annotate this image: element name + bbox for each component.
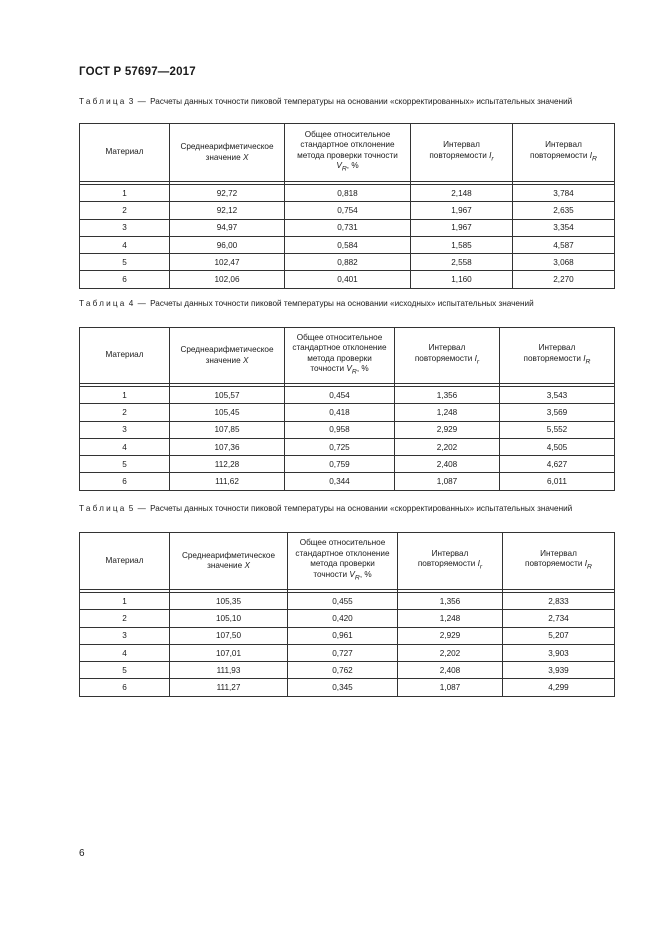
caption-number: 3 xyxy=(128,97,134,106)
col-header-repeatability-r: Интервал повторяемости $I_r$ xyxy=(398,533,503,590)
cell-mean: 112,28 xyxy=(170,456,285,473)
cell-material: 5 xyxy=(80,456,170,473)
cell-mean: 105,35 xyxy=(170,593,288,610)
cell-mean: 96,00 xyxy=(170,236,285,253)
table-5-caption: Таблица 5 — Расчеты данных точности пиковой температуры на основании «скорректированных» испытательных значений xyxy=(79,504,573,513)
cell-rsd: 0,762 xyxy=(288,662,398,679)
document-header: ГОСТ Р 57697—2017 xyxy=(79,66,196,78)
cell-R: 2,270 xyxy=(513,271,615,288)
cell-R: 2,833 xyxy=(503,593,615,610)
col-header-material: Материал xyxy=(80,124,170,182)
cell-rsd: 0,725 xyxy=(285,438,395,455)
cell-r: 2,929 xyxy=(395,421,500,438)
table-row xyxy=(80,456,615,473)
cell-rsd: 0,345 xyxy=(288,679,398,696)
table-row xyxy=(80,254,615,271)
cell-R: 5,207 xyxy=(503,627,615,644)
caption-text: Расчеты данных точности пиковой температуры на основании «скорректированных» испытательных значений xyxy=(150,97,573,106)
col-header-repeatability-R: Интервал повторяемости $I_R$ xyxy=(500,328,615,384)
cell-R: 2,734 xyxy=(503,610,615,627)
cell-r: 1,248 xyxy=(398,610,503,627)
cell-R: 3,903 xyxy=(503,644,615,661)
cell-rsd: 0,418 xyxy=(285,404,395,421)
cell-material: 2 xyxy=(80,202,170,219)
cell-R: 5,552 xyxy=(500,421,615,438)
table-row xyxy=(80,438,615,455)
table-row xyxy=(80,202,615,219)
cell-material: 5 xyxy=(80,662,170,679)
table-row xyxy=(80,387,615,404)
col-header-mean: Среднеарифметическое значение X xyxy=(170,328,285,384)
col-header-material: Материал xyxy=(80,533,170,590)
cell-rsd: 0,454 xyxy=(285,387,395,404)
table-4-caption: Таблица 4 — Расчеты данных точности пиковой температуры на основании «исходных» испытательных значений xyxy=(79,299,534,308)
cell-mean: 111,62 xyxy=(170,473,285,490)
cell-mean: 107,36 xyxy=(170,438,285,455)
cell-R: 3,354 xyxy=(513,219,615,236)
table-row xyxy=(80,236,615,253)
cell-material: 2 xyxy=(80,404,170,421)
cell-mean: 92,72 xyxy=(170,185,285,202)
cell-r: 1,585 xyxy=(411,236,513,253)
caption-label: Таблица xyxy=(79,504,127,513)
col-header-repeatability-R: Интервал повторяемости $I_R$ xyxy=(503,533,615,590)
cell-r: 2,929 xyxy=(398,627,503,644)
cell-material: 6 xyxy=(80,271,170,288)
cell-rsd: 0,455 xyxy=(288,593,398,610)
cell-r: 1,087 xyxy=(398,679,503,696)
table-row xyxy=(80,185,615,202)
cell-mean: 107,01 xyxy=(170,644,288,661)
col-header-rsd: Общее относительное стандартное отклонение метода проверки точности $V_R$, % xyxy=(288,533,398,590)
table-row xyxy=(80,473,615,490)
cell-R: 4,505 xyxy=(500,438,615,455)
cell-material: 4 xyxy=(80,644,170,661)
table-row xyxy=(80,271,615,288)
table-4-body xyxy=(80,384,615,491)
cell-r: 2,202 xyxy=(398,644,503,661)
cell-material: 3 xyxy=(80,421,170,438)
cell-R: 3,543 xyxy=(500,387,615,404)
caption-number: 4 xyxy=(128,299,134,308)
page-number: 6 xyxy=(79,848,85,859)
cell-material: 3 xyxy=(80,219,170,236)
cell-material: 6 xyxy=(80,679,170,696)
cell-R: 2,635 xyxy=(513,202,615,219)
col-header-mean: Среднеарифметическое значение X xyxy=(170,124,285,182)
cell-r: 1,356 xyxy=(395,387,500,404)
col-header-repeatability-r: Интервал повторяемости $I_r$ xyxy=(395,328,500,384)
cell-mean: 105,10 xyxy=(170,610,288,627)
caption-label: Таблица xyxy=(79,299,127,308)
table-5-body xyxy=(80,590,615,697)
cell-rsd: 0,754 xyxy=(285,202,411,219)
cell-rsd: 0,584 xyxy=(285,236,411,253)
col-header-material: Материал xyxy=(80,328,170,384)
cell-R: 3,939 xyxy=(503,662,615,679)
caption-number: 5 xyxy=(128,504,134,513)
cell-rsd: 0,731 xyxy=(285,219,411,236)
caption-text: Расчеты данных точности пиковой температуры на основании «исходных» испытательных значений xyxy=(150,299,534,308)
cell-material: 4 xyxy=(80,236,170,253)
table-row xyxy=(80,627,615,644)
cell-r: 2,148 xyxy=(411,185,513,202)
cell-material: 2 xyxy=(80,610,170,627)
col-header-rsd: Общее относительное стандартное отклонение метода проверки точности $V_R$, % xyxy=(285,124,411,182)
cell-r: 1,356 xyxy=(398,593,503,610)
cell-R: 3,784 xyxy=(513,185,615,202)
col-header-repeatability-r: Интервал повторяемости $I_r$ xyxy=(411,124,513,182)
caption-text: Расчеты данных точности пиковой температуры на основании «скорректированных» испытательных значений xyxy=(150,504,573,513)
cell-mean: 102,06 xyxy=(170,271,285,288)
cell-R: 4,587 xyxy=(513,236,615,253)
cell-rsd: 0,759 xyxy=(285,456,395,473)
cell-rsd: 0,401 xyxy=(285,271,411,288)
table-row xyxy=(80,593,615,610)
cell-r: 1,248 xyxy=(395,404,500,421)
cell-r: 1,967 xyxy=(411,202,513,219)
cell-material: 5 xyxy=(80,254,170,271)
col-header-rsd: Общее относительное стандартное отклонение метода проверки точности $V_R$, % xyxy=(285,328,395,384)
cell-material: 1 xyxy=(80,387,170,404)
table-row xyxy=(80,644,615,661)
cell-rsd: 0,344 xyxy=(285,473,395,490)
cell-material: 4 xyxy=(80,438,170,455)
table-row xyxy=(80,421,615,438)
cell-r: 1,967 xyxy=(411,219,513,236)
cell-rsd: 0,727 xyxy=(288,644,398,661)
table-row xyxy=(80,679,615,696)
cell-mean: 92,12 xyxy=(170,202,285,219)
cell-material: 3 xyxy=(80,627,170,644)
cell-mean: 105,45 xyxy=(170,404,285,421)
table-3-caption: Таблица 3 — Расчеты данных точности пиковой температуры на основании «скорректированных» испытательных значений xyxy=(79,97,573,106)
col-header-mean: Среднеарифметическое значение X xyxy=(170,533,288,590)
table-3 xyxy=(79,123,615,289)
table-row xyxy=(80,610,615,627)
col-header-repeatability-R: Интервал повторяемости $I_R$ xyxy=(513,124,615,182)
cell-material: 1 xyxy=(80,593,170,610)
cell-R: 3,569 xyxy=(500,404,615,421)
cell-rsd: 0,958 xyxy=(285,421,395,438)
cell-R: 4,299 xyxy=(503,679,615,696)
cell-r: 1,087 xyxy=(395,473,500,490)
cell-R: 4,627 xyxy=(500,456,615,473)
cell-mean: 111,27 xyxy=(170,679,288,696)
cell-r: 2,202 xyxy=(395,438,500,455)
cell-rsd: 0,961 xyxy=(288,627,398,644)
cell-mean: 107,50 xyxy=(170,627,288,644)
cell-rsd: 0,882 xyxy=(285,254,411,271)
cell-mean: 111,93 xyxy=(170,662,288,679)
cell-mean: 94,97 xyxy=(170,219,285,236)
table-4 xyxy=(79,327,615,491)
cell-r: 2,408 xyxy=(395,456,500,473)
table-3-body xyxy=(80,182,615,289)
cell-r: 1,160 xyxy=(411,271,513,288)
cell-rsd: 0,818 xyxy=(285,185,411,202)
cell-material: 1 xyxy=(80,185,170,202)
table-5 xyxy=(79,532,615,697)
cell-R: 3,068 xyxy=(513,254,615,271)
cell-mean: 107,85 xyxy=(170,421,285,438)
caption-label: Таблица xyxy=(79,97,127,106)
table-row xyxy=(80,662,615,679)
cell-mean: 102,47 xyxy=(170,254,285,271)
cell-rsd: 0,420 xyxy=(288,610,398,627)
cell-material: 6 xyxy=(80,473,170,490)
cell-R: 6,011 xyxy=(500,473,615,490)
cell-r: 2,408 xyxy=(398,662,503,679)
cell-r: 2,558 xyxy=(411,254,513,271)
table-row xyxy=(80,219,615,236)
table-row xyxy=(80,404,615,421)
cell-mean: 105,57 xyxy=(170,387,285,404)
